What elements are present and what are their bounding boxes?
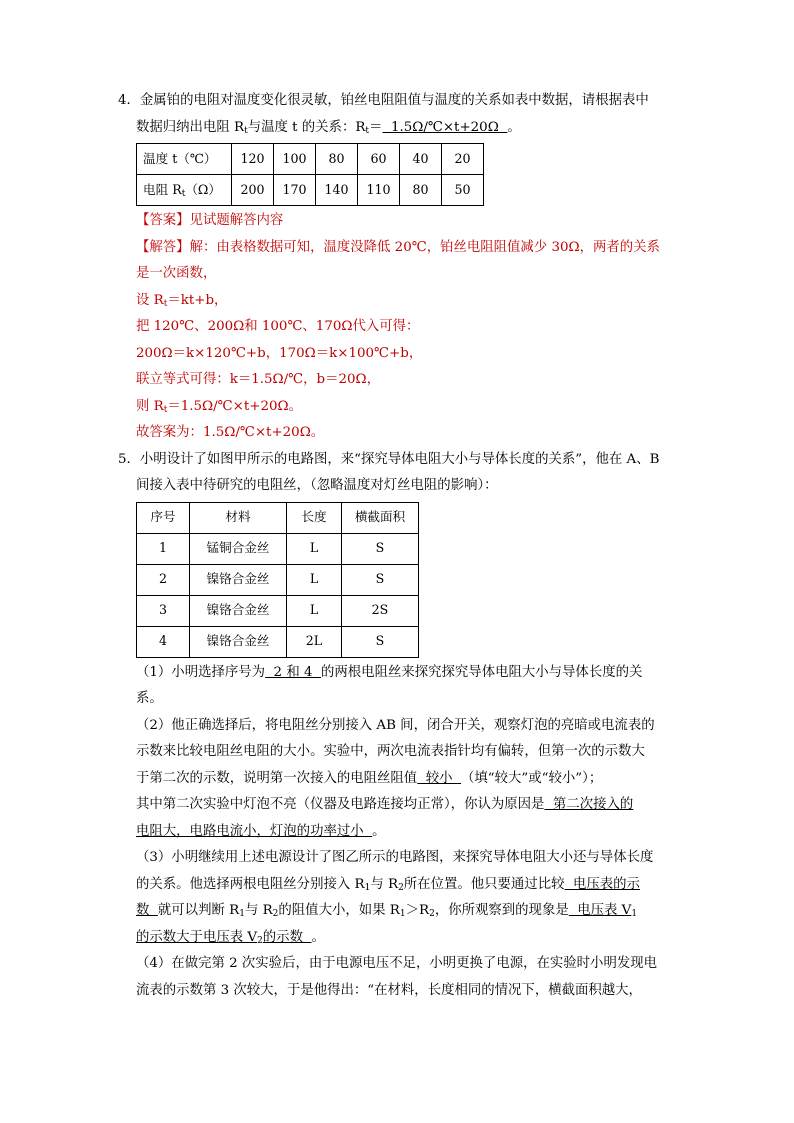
q4-analysis-line-5: 200Ω＝k×120℃+b，170Ω＝k×100℃+b， — [136, 345, 423, 361]
table-cell: 80 — [400, 175, 442, 206]
table-cell: 100 — [274, 144, 316, 175]
table-cell: 60 — [358, 144, 400, 175]
table-cell: 3 — [137, 595, 190, 626]
q4-analysis-line-2: 是一次函数， — [136, 266, 217, 281]
q5-part3-line-3: 数 就可以判断 $R_1$与 $R_2$的阻值大小，如果 $R_1>R_2$，你所观察到的现象是 电压表 $V_1$ — [136, 903, 638, 919]
q5-part2-line-3: 于第二次的示数，说明第一次接入的电阻丝阻值 较小 （填“较大”或“较小”）； — [136, 770, 603, 786]
table-cell: 200 — [232, 175, 274, 206]
q5-part1-line-1: （1）小明选择序号为 2 和 4 的两根电阻丝来探究探究导体电阻大小与导体长度的关 — [136, 664, 643, 680]
table-cell: 镍铬合金丝 — [190, 626, 287, 657]
q5-part4-line-2: 流表的示数第 3 次较大，于是他得出：“在材料，长度相同的情况下，横截面积越大， — [136, 982, 642, 998]
table-header-cell: 长度 — [287, 502, 342, 533]
table-cell: 80 — [316, 144, 358, 175]
document-page — [118, 88, 686, 1004]
q5-part1-blank: 2 和 4 — [265, 664, 322, 680]
table-header-cell: 电阻 $R_t(\Omega)$ — [137, 175, 232, 206]
q5-part1-line-2: 系。 — [136, 691, 163, 706]
table-cell: 40 — [400, 144, 442, 175]
table-cell: L — [287, 564, 342, 595]
table-row — [137, 626, 419, 657]
q4-answer-blank: 1.5Ω/℃×t+20Ω — [382, 119, 508, 135]
table-row — [137, 175, 484, 206]
table-row — [137, 144, 484, 175]
table-cell: 20 — [442, 144, 484, 175]
q5-part4-line-1: （4）在做完第 2 次实验后，由于电源电压不足，小明更换了电源，在实验时小明发现电 — [136, 956, 658, 971]
table-cell: 2 — [137, 564, 190, 595]
q5-part2-line-1: （2）他正确选择后，将电阻丝分别接入 AB 间，闭合开关，观察灯泡的亮暗或电流表的 — [136, 717, 655, 733]
q5-part2-line-2: 示数来比较电阻丝电阻的大小。实验中，两次电流表指针均有偏转，但第一次的示数大 — [136, 744, 645, 759]
table-cell: 镍铬合金丝 — [190, 564, 287, 595]
q5-part3-blank-1: 电压表的示 — [564, 876, 640, 892]
q4-analysis-line-4: 把 120℃、200Ω和 100℃、170Ω代入可得： — [136, 319, 420, 334]
q5-part2-line-4: 其中第二次实验中灯泡不亮（仪器及电路连接均正常），你认为原因是 第二次接入的 — [136, 797, 634, 812]
table-row — [137, 502, 419, 533]
q5-part2-line-5: 电阻大，电路电流小，灯泡的功率过小 。 — [136, 823, 386, 839]
q4-line-2: 数据归纳出电阻 $R_t$与温度 t 的关系：$R_t=$ 1.5Ω/℃×t+20Ω 。 — [136, 119, 521, 136]
q5-line-2: 间接入表中待研究的电阻丝，（忽略温度对灯丝电阻的影响）： — [136, 478, 498, 493]
q4-line-1: 4．金属铂的电阻对温度变化很灵敏，铂丝电阻阻值与温度的关系如表中数据，请根据表中 — [118, 93, 649, 108]
table-row — [137, 564, 419, 595]
table-header-cell: 温度 t（℃） — [137, 144, 232, 175]
table-cell: 170 — [274, 175, 316, 206]
q4-analysis-line-1: 【解答】解：由表格数据可知，温度没降低 20℃，铂丝电阻阻值减少 30Ω，两者的关系 — [136, 239, 660, 255]
table-cell: S — [342, 533, 419, 564]
q5-part2-blank-1: 较小 — [417, 770, 462, 786]
q5-part3-line-1: （3）小明继续用上述电源设计了图乙所示的电路图，来探究导体电阻大小还与导体长度 — [136, 850, 654, 865]
table-cell: 锰铜合金丝 — [190, 533, 287, 564]
q5-part3-line-2: 的关系。他选择两根电阻丝分别接入 $R_1$与 $R_2$所在位置。他只要通过比较 电压表的示 — [136, 876, 640, 893]
wire-materials-table — [136, 502, 419, 658]
table-header-cell: 材料 — [190, 502, 287, 533]
table-cell: S — [342, 564, 419, 595]
table-cell: 120 — [232, 144, 274, 175]
table-cell: L — [287, 533, 342, 564]
table-header-cell: 横截面积 — [342, 502, 419, 533]
table-cell: 1 — [137, 533, 190, 564]
table-cell: L — [287, 595, 342, 626]
q4-analysis-line-7: 则 $R_t=1.5\Omega/℃\times t+20\Omega$。 — [136, 398, 302, 415]
q4-analysis-line-8: 故答案为：1.5Ω/℃×t+20Ω。 — [136, 425, 325, 440]
q5-part2-blank-2: 第二次接入的 — [544, 797, 634, 812]
table-cell: 50 — [442, 175, 484, 206]
table-header-cell: 序号 — [137, 502, 190, 533]
q5-line-1: 5．小明设计了如图甲所示的电路图，来“探究导体电阻大小与导体长度的关系”，他在 A、B — [118, 451, 660, 467]
table-cell: 110 — [358, 175, 400, 206]
table-cell: S — [342, 626, 419, 657]
q4-answer: 【答案】见试题解答内容 — [136, 213, 284, 228]
temperature-resistance-table — [136, 143, 484, 206]
q4-analysis-line-3: 设 $R_t=kt+b$， — [136, 292, 228, 309]
q4-analysis-line-6: 联立等式可得：k＝1.5Ω/℃，b＝20Ω， — [136, 372, 381, 387]
table-cell: 2S — [342, 595, 419, 626]
table-row — [137, 533, 419, 564]
q5-part3-line-4: 的示数大于电压表 $V_2$的示数 。 — [136, 929, 325, 946]
q5-part3-blank-2: 电压表 $V_1$ — [568, 903, 638, 919]
table-cell: 4 — [137, 626, 190, 657]
table-cell: 140 — [316, 175, 358, 206]
table-row — [137, 595, 419, 626]
table-cell: 镍铬合金丝 — [190, 595, 287, 626]
table-cell: 2L — [287, 626, 342, 657]
analysis-tag: 【解答】 — [136, 239, 190, 255]
